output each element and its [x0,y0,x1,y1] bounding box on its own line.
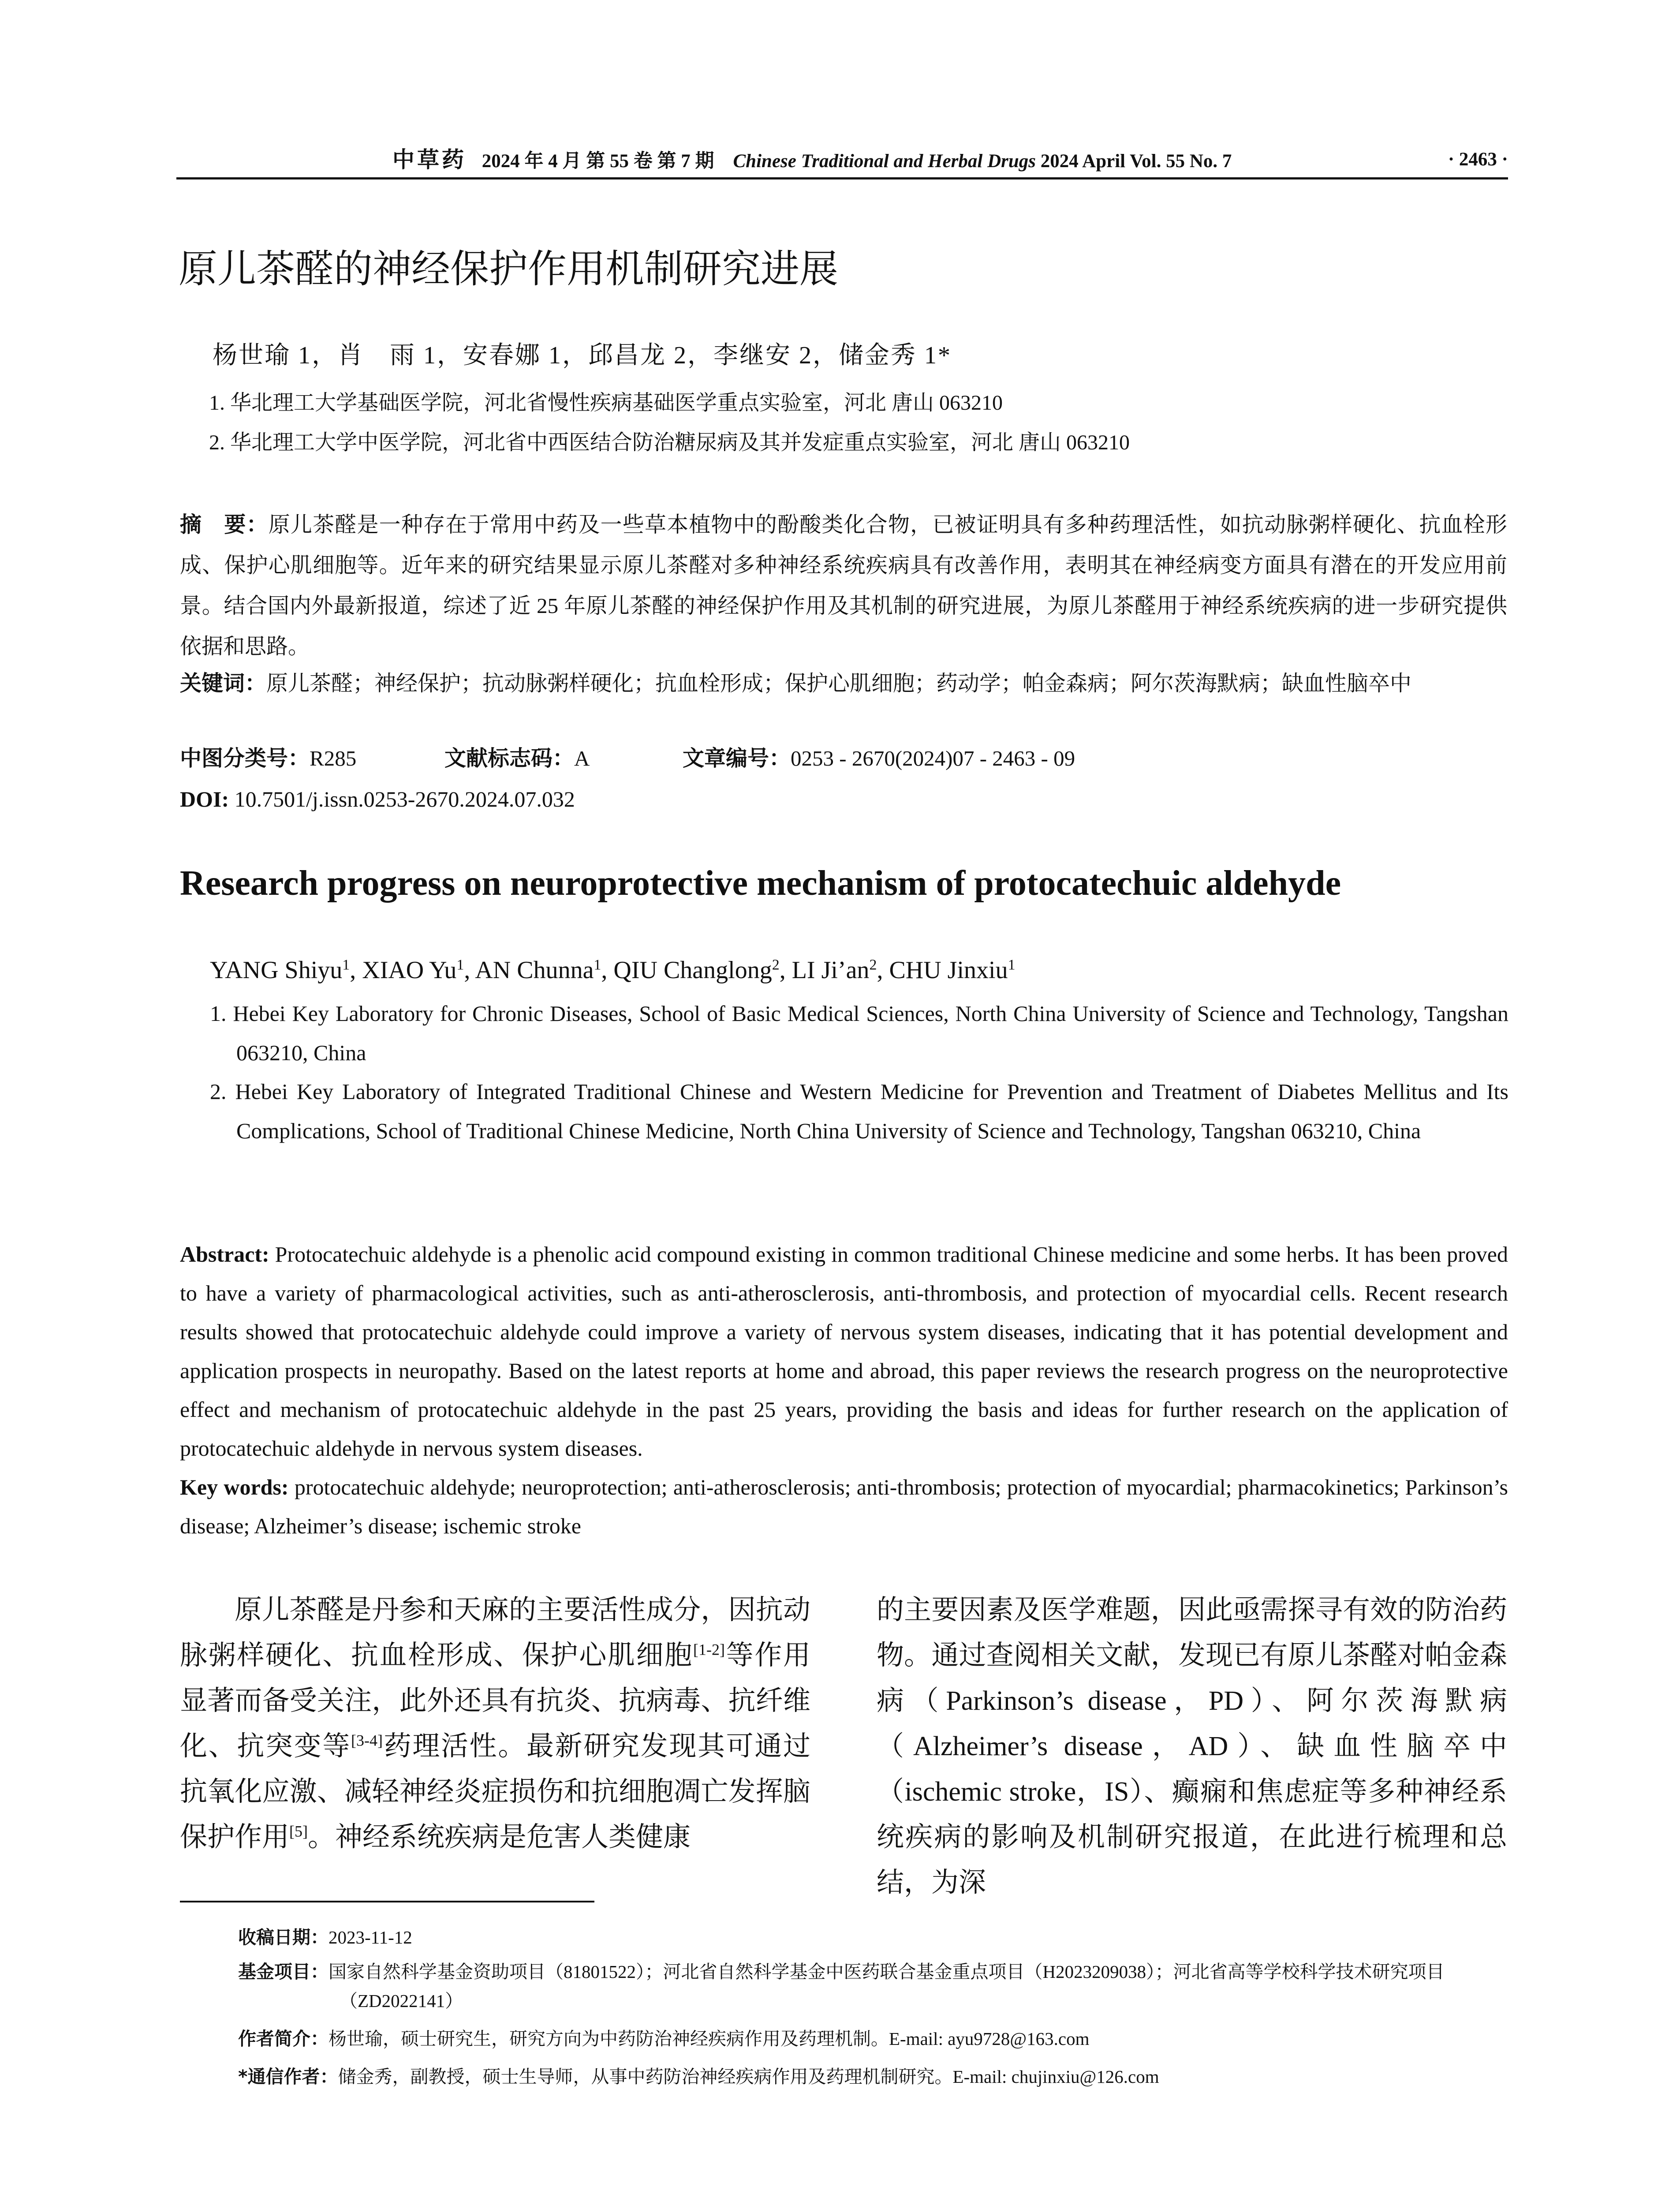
corresponding-label: *通信作者： [238,2066,338,2087]
received-label: 收稿日期： [238,1927,329,1948]
author-bio-label: 作者简介： [238,2028,329,2049]
clc-label: 中图分类号： [180,746,310,771]
author-en-4-aff: 2 [772,957,780,973]
clc-value: R285 [310,746,357,770]
issue-cn: 2024 年 4 月 第 55 卷 第 7 期 [482,151,714,172]
journal-name-cn: 中草药 [392,147,467,172]
keywords-en-text: protocatechuic aldehyde; neuroprotection; anti-atherosclerosis; anti-thrombosis; protection of myocardial; pharmacokinetics; Parkinson’s disease; Alzheimer’s disease; ischemic stroke [180,1475,1508,1538]
keywords-en [180,1468,1508,1545]
author-en-6: CHU Jinxiu [889,957,1008,984]
body-text: 原儿茶醛是丹参和天麻的主要活性成分，因抗动脉粥样硬化、抗血栓形成、保护心肌细胞 [180,1595,810,1671]
doc-code-value: A [574,746,590,770]
header-journal [392,144,1232,177]
body-column-left [180,1588,810,1860]
affiliation-en-1: 1. Hebei Key Laboratory for Chronic Diseases, School of Basic Medical Sciences, North China University of Science and Technology, Tangshan 063210, China [210,1001,1508,1065]
footnote-corresponding [238,2062,1508,2091]
body-column-right: 的主要因素及医学难题，因此亟需探寻有效的防治药物。通过查阅相关文献，发现已有原儿茶醛对帕金森病（Parkinson’s disease，PD）、阿尔茨海默病（Alzheimer’s disease，AD）、缺血性脑卒中（ischemic stroke，IS）、癫痫和焦虑症等多种神经系统疾病的影响及机制研究报道，在此进行梳理和总结，为深 [877,1595,1507,1898]
author-en-5: LI Ji’an [791,957,870,984]
fund-text: 国家自然科学基金资助项目（81801522）；河北省自然科学基金中医药联合基金重点项目（H2023209038）；河北省高等学校科学技术研究项目（ZD2022141） [329,1962,1445,2011]
author-en-2-aff: 1 [456,957,464,973]
author-en-4: QIU Changlong [613,957,772,984]
doi-label: DOI: [180,787,229,811]
citation[interactable]: [1-2] [693,1641,725,1659]
journal-name-en: Chinese Traditional and Herbal Drugs [733,151,1036,172]
page-number: · 2463 · [1448,149,1508,170]
affiliation-en-2: 2. Hebei Key Laboratory of Integrated Traditional Chinese and Western Medicine for Prevention and Treatment of Diabetes Mellitus and Its Complications, School of Traditional Chinese Medicine, North China University of Science and Technology, Tangshan 063210, China [210,1079,1508,1143]
keywords-cn [180,663,1507,704]
classification-line [180,741,1075,776]
article-no-value: 0253 - 2670(2024)07 - 2463 - 09 [791,746,1075,770]
title-cn: 原儿茶醛的神经保护作用机制研究进展 [179,246,839,292]
footnote-rule [180,1901,594,1902]
received-date: 2023-11-12 [329,1927,412,1947]
abstract-cn [180,505,1507,667]
author-en-6-aff: 1 [1008,957,1015,973]
issue-en: 2024 April Vol. 55 No. 7 [1040,151,1232,172]
abstract-en [180,1235,1508,1468]
corresponding-text: 储金秀，副教授，硕士生导师，从事中药防治神经疾病作用及药理机制研究。E-mail: chujinxiu@126.com [338,2067,1159,2087]
running-header [176,144,1508,178]
doi-value[interactable]: 10.7501/j.issn.0253-2670.2024.07.032 [234,787,575,811]
title-en: Research progress on neuroprotective mechanism of protocatechuic aldehyde [180,864,1341,903]
abstract-cn-label: 摘 要： [180,512,269,537]
authors-en: YANG Shiyu$^1$, XIAO Yu$^1$, AN Chunna$^1$, QIU Changlong$^2$, LI $Ji’an^2$, CHU Jinxiu$^1$ [210,957,1015,984]
doi-line [180,781,575,817]
author-en-1: YANG Shiyu [210,957,343,984]
affiliation-cn-1: 1. 华北理工大学基础医学院，河北省慢性疾病基础医学重点实验室，河北 唐山 063210 [209,391,1003,415]
author-en-3: AN Chunna [475,957,594,984]
body-text: 。神经系统疾病是危害人类健康 [308,1822,691,1852]
article-no-label: 文章编号： [683,746,791,771]
keywords-en-label: Key words: [180,1475,289,1499]
footnote-received [238,1923,1508,1952]
keywords-cn-label: 关键词： [180,671,267,696]
keywords-cn-text: 原儿茶醛；神经保护；抗动脉粥样硬化；抗血栓形成；保护心肌细胞；药动学；帕金森病；阿尔茨海默病；缺血性脑卒中 [266,671,1412,695]
affiliation-cn-2: 2. 华北理工大学中医学院，河北省中西医结合防治糖尿病及其并发症重点实验室，河北 唐山 063210 [209,431,1130,454]
author-en-1-aff: 1 [342,957,350,973]
author-en-5-aff: 2 [869,957,877,973]
fund-label: 基金项目： [238,1961,329,1982]
header-rule [176,177,1508,179]
abstract-en-text: Protocatechuic aldehyde is a phenolic acid compound existing in common traditional Chinese medicine and some herbs. It has been proved to have a variety of pharmacological activities, such as anti-atherosclerosis, anti-thrombosis, and protection of myocardial cells. Recent research results showed that protocatechuic aldehyde could improve a variety of nervous system diseases, indicating that it has potential development and application prospects in neuropathy. Based on the latest reports at home and abroad, this paper reviews the research progress on the neuroprotective effect and mechanism of protocatechuic aldehyde in the past 25 years, providing the basis and ideas for further research on the application of protocatechuic aldehyde in nervous system diseases. [180,1242,1508,1461]
author-en-3-aff: 1 [594,957,601,973]
author-bio-text: 杨世瑜，硕士研究生，研究方向为中药防治神经疾病作用及药理机制。E-mail: ayu9728@163.com [329,2029,1090,2049]
authors-cn: 杨世瑜 1，肖 雨 1，安春娜 1，邱昌龙 2，李继安 2，储金秀 1* [213,342,952,369]
author-en-2: XIAO Yu [362,957,457,984]
citation[interactable]: [3-4] [351,1731,383,1749]
footnote-author [238,2024,1508,2053]
body-text: 药理活性。最新研究发现其可通过抗氧化应激、减轻神经炎症损伤和抗细胞凋亡发挥脑保护作用 [180,1731,810,1852]
abstract-en-label: Abstract: [180,1242,269,1267]
abstract-cn-text: 原儿茶醛是一种存在于常用中药及一些草本植物中的酚酸类化合物，已被证明具有多种药理活性，如抗动脉粥样硬化、抗血栓形成、保护心肌细胞等。近年来的研究结果显示原儿茶醛对多种神经系统疾病具有改善作用，表明其在神经病变方面具有潜在的开发应用前景。结合国内外最新报道，综述了近 25 年原儿茶醛的神经保护作用及其机制的研究进展，为原儿茶醛用于神经系统疾病的进一步研究提供依据和思路。 [180,512,1507,658]
doc-code-label: 文献标志码： [444,746,575,771]
body-text: 等作用显著而备受关注，此外还具有抗炎、抗病毒、抗纤维化、抗突变等 [180,1641,810,1761]
footnote-fund [238,1957,1508,2015]
citation[interactable]: [5] [289,1822,308,1840]
